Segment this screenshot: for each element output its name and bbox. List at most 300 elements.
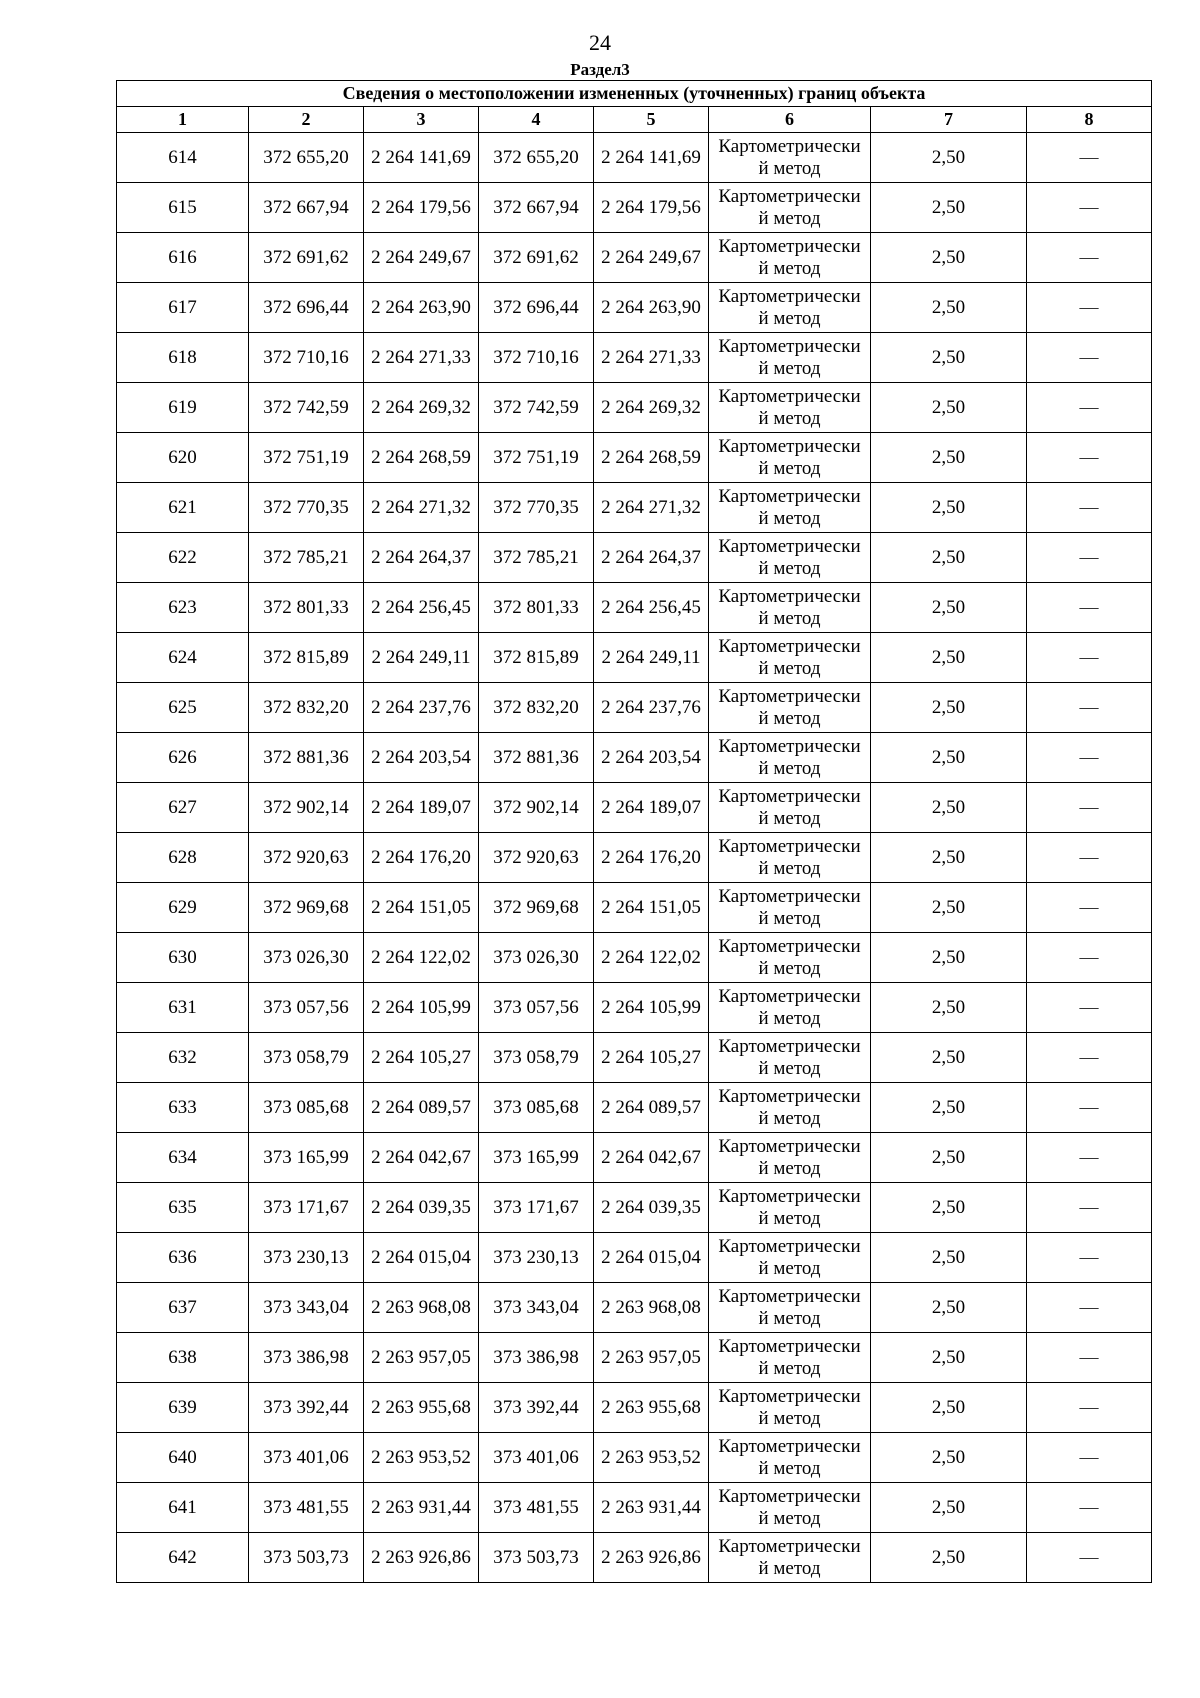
accuracy-cell: 2,50 xyxy=(871,1383,1027,1433)
description-cell: — xyxy=(1027,683,1152,733)
x-coordinate-cell: 372 691,62 xyxy=(249,233,364,283)
accuracy-cell: 2,50 xyxy=(871,1533,1027,1583)
accuracy-cell: 2,50 xyxy=(871,983,1027,1033)
method-cell xyxy=(709,1483,871,1533)
method-line-1: Картометрически xyxy=(718,1185,861,1207)
x-coordinate-cell: 373 503,73 xyxy=(479,1533,594,1583)
x-coordinate-cell: 372 881,36 xyxy=(249,733,364,783)
method-cell xyxy=(709,583,871,633)
x-coordinate-cell: 373 230,13 xyxy=(479,1233,594,1283)
accuracy-cell: 2,50 xyxy=(871,1033,1027,1083)
accuracy-cell: 2,50 xyxy=(871,533,1027,583)
method-line-2: й метод xyxy=(758,207,821,229)
x-coordinate-cell: 372 770,35 xyxy=(249,483,364,533)
description-cell: — xyxy=(1027,1433,1152,1483)
accuracy-cell: 2,50 xyxy=(871,1183,1027,1233)
table-row xyxy=(117,783,1152,833)
x-coordinate-cell: 373 503,73 xyxy=(249,1533,364,1583)
description-cell: — xyxy=(1027,1283,1152,1333)
accuracy-cell: 2,50 xyxy=(871,483,1027,533)
table-caption: Сведения о местоположении измененных (уточненных) границ объекта xyxy=(117,81,1152,107)
method-line-1: Картометрически xyxy=(718,185,861,207)
point-number-cell: 628 xyxy=(117,833,249,883)
method-line-1: Картометрически xyxy=(718,1085,861,1107)
point-number-cell: 616 xyxy=(117,233,249,283)
point-number-cell: 615 xyxy=(117,183,249,233)
accuracy-cell: 2,50 xyxy=(871,433,1027,483)
table-row xyxy=(117,1083,1152,1133)
method-line-2: й метод xyxy=(758,307,821,329)
y-coordinate-cell: 2 264 203,54 xyxy=(594,733,709,783)
method-line-2: й метод xyxy=(758,157,821,179)
y-coordinate-cell: 2 263 968,08 xyxy=(594,1283,709,1333)
table-row xyxy=(117,483,1152,533)
table-row xyxy=(117,433,1152,483)
method-line-2: й метод xyxy=(758,1507,821,1529)
method-line-2: й метод xyxy=(758,1207,821,1229)
method-line-1: Картометрически xyxy=(718,1385,861,1407)
description-cell: — xyxy=(1027,783,1152,833)
y-coordinate-cell: 2 263 957,05 xyxy=(364,1333,479,1383)
accuracy-cell: 2,50 xyxy=(871,1083,1027,1133)
method-line-1: Картометрически xyxy=(718,135,861,157)
accuracy-cell: 2,50 xyxy=(871,233,1027,283)
y-coordinate-cell: 2 264 249,67 xyxy=(364,233,479,283)
x-coordinate-cell: 372 920,63 xyxy=(249,833,364,883)
description-cell: — xyxy=(1027,583,1152,633)
method-cell xyxy=(709,1033,871,1083)
point-number-cell: 636 xyxy=(117,1233,249,1283)
point-number-cell: 641 xyxy=(117,1483,249,1533)
accuracy-cell: 2,50 xyxy=(871,333,1027,383)
method-line-1: Картометрически xyxy=(718,285,861,307)
accuracy-cell: 2,50 xyxy=(871,1333,1027,1383)
description-cell: — xyxy=(1027,333,1152,383)
description-cell: — xyxy=(1027,483,1152,533)
x-coordinate-cell: 372 902,14 xyxy=(249,783,364,833)
method-cell xyxy=(709,183,871,233)
description-cell: — xyxy=(1027,1533,1152,1583)
table-row xyxy=(117,1383,1152,1433)
method-line-2: й метод xyxy=(758,257,821,279)
y-coordinate-cell: 2 263 953,52 xyxy=(594,1433,709,1483)
x-coordinate-cell: 372 801,33 xyxy=(249,583,364,633)
method-line-2: й метод xyxy=(758,1257,821,1279)
method-cell xyxy=(709,983,871,1033)
page-number: 24 xyxy=(589,30,611,55)
y-coordinate-cell: 2 264 105,27 xyxy=(364,1033,479,1083)
x-coordinate-cell: 372 691,62 xyxy=(479,233,594,283)
x-coordinate-cell: 372 785,21 xyxy=(249,533,364,583)
x-coordinate-cell: 372 920,63 xyxy=(479,833,594,883)
y-coordinate-cell: 2 264 151,05 xyxy=(364,883,479,933)
description-cell: — xyxy=(1027,133,1152,183)
x-coordinate-cell: 373 481,55 xyxy=(479,1483,594,1533)
method-cell xyxy=(709,633,871,683)
accuracy-cell: 2,50 xyxy=(871,1133,1027,1183)
table-row xyxy=(117,983,1152,1033)
x-coordinate-cell: 372 902,14 xyxy=(479,783,594,833)
x-coordinate-cell: 373 085,68 xyxy=(249,1083,364,1133)
table-row xyxy=(117,683,1152,733)
accuracy-cell: 2,50 xyxy=(871,633,1027,683)
accuracy-cell: 2,50 xyxy=(871,883,1027,933)
point-number-cell: 638 xyxy=(117,1333,249,1383)
method-cell xyxy=(709,533,871,583)
method-line-1: Картометрически xyxy=(718,335,861,357)
x-coordinate-cell: 372 696,44 xyxy=(249,283,364,333)
accuracy-cell: 2,50 xyxy=(871,183,1027,233)
table-caption-row xyxy=(117,81,1152,107)
column-header: 5 xyxy=(594,107,709,133)
y-coordinate-cell: 2 264 271,32 xyxy=(594,483,709,533)
x-coordinate-cell: 372 815,89 xyxy=(249,633,364,683)
x-coordinate-cell: 373 058,79 xyxy=(249,1033,364,1083)
description-cell: — xyxy=(1027,1133,1152,1183)
column-header: 4 xyxy=(479,107,594,133)
y-coordinate-cell: 2 264 271,33 xyxy=(594,333,709,383)
x-coordinate-cell: 372 655,20 xyxy=(479,133,594,183)
method-line-2: й метод xyxy=(758,757,821,779)
point-number-cell: 626 xyxy=(117,733,249,783)
point-number-cell: 637 xyxy=(117,1283,249,1333)
method-line-1: Картометрически xyxy=(718,1485,861,1507)
method-cell xyxy=(709,683,871,733)
point-number-cell: 627 xyxy=(117,783,249,833)
y-coordinate-cell: 2 264 089,57 xyxy=(594,1083,709,1133)
x-coordinate-cell: 373 343,04 xyxy=(249,1283,364,1333)
y-coordinate-cell: 2 264 141,69 xyxy=(594,133,709,183)
accuracy-cell: 2,50 xyxy=(871,833,1027,883)
method-line-1: Картометрически xyxy=(718,1435,861,1457)
accuracy-cell: 2,50 xyxy=(871,1483,1027,1533)
point-number-cell: 632 xyxy=(117,1033,249,1083)
y-coordinate-cell: 2 264 105,99 xyxy=(594,983,709,1033)
method-line-2: й метод xyxy=(758,1457,821,1479)
y-coordinate-cell: 2 264 189,07 xyxy=(364,783,479,833)
accuracy-cell: 2,50 xyxy=(871,583,1027,633)
x-coordinate-cell: 372 751,19 xyxy=(249,433,364,483)
description-cell: — xyxy=(1027,983,1152,1033)
x-coordinate-cell: 372 710,16 xyxy=(249,333,364,383)
method-line-1: Картометрически xyxy=(718,685,861,707)
y-coordinate-cell: 2 263 955,68 xyxy=(594,1383,709,1433)
x-coordinate-cell: 372 696,44 xyxy=(479,283,594,333)
method-line-1: Картометрически xyxy=(718,1035,861,1057)
method-cell xyxy=(709,233,871,283)
y-coordinate-cell: 2 264 271,33 xyxy=(364,333,479,383)
y-coordinate-cell: 2 264 237,76 xyxy=(364,683,479,733)
method-line-2: й метод xyxy=(758,1557,821,1579)
method-line-2: й метод xyxy=(758,557,821,579)
method-line-2: й метод xyxy=(758,1407,821,1429)
point-number-cell: 623 xyxy=(117,583,249,633)
method-line-2: й метод xyxy=(758,857,821,879)
y-coordinate-cell: 2 264 264,37 xyxy=(594,533,709,583)
method-cell xyxy=(709,1083,871,1133)
description-cell: — xyxy=(1027,183,1152,233)
y-coordinate-cell: 2 264 268,59 xyxy=(594,433,709,483)
y-coordinate-cell: 2 263 968,08 xyxy=(364,1283,479,1333)
y-coordinate-cell: 2 264 176,20 xyxy=(364,833,479,883)
method-line-2: й метод xyxy=(758,707,821,729)
accuracy-cell: 2,50 xyxy=(871,683,1027,733)
method-line-1: Картометрически xyxy=(718,835,861,857)
method-line-2: й метод xyxy=(758,507,821,529)
method-cell xyxy=(709,833,871,883)
accuracy-cell: 2,50 xyxy=(871,783,1027,833)
method-cell xyxy=(709,283,871,333)
x-coordinate-cell: 373 230,13 xyxy=(249,1233,364,1283)
x-coordinate-cell: 373 386,98 xyxy=(249,1333,364,1383)
point-number-cell: 633 xyxy=(117,1083,249,1133)
column-header: 2 xyxy=(249,107,364,133)
description-cell: — xyxy=(1027,833,1152,883)
method-line-1: Картометрически xyxy=(718,785,861,807)
x-coordinate-cell: 373 401,06 xyxy=(249,1433,364,1483)
y-coordinate-cell: 2 263 953,52 xyxy=(364,1433,479,1483)
method-line-2: й метод xyxy=(758,1107,821,1129)
table-row xyxy=(117,883,1152,933)
x-coordinate-cell: 372 785,21 xyxy=(479,533,594,583)
accuracy-cell: 2,50 xyxy=(871,283,1027,333)
method-line-1: Картометрически xyxy=(718,985,861,1007)
table-row xyxy=(117,1283,1152,1333)
point-number-cell: 614 xyxy=(117,133,249,183)
coordinates-table xyxy=(116,80,1152,1583)
method-line-1: Картометрически xyxy=(718,235,861,257)
y-coordinate-cell: 2 263 957,05 xyxy=(594,1333,709,1383)
table-row xyxy=(117,1233,1152,1283)
y-coordinate-cell: 2 264 042,67 xyxy=(594,1133,709,1183)
y-coordinate-cell: 2 263 955,68 xyxy=(364,1383,479,1433)
table-row xyxy=(117,333,1152,383)
x-coordinate-cell: 373 171,67 xyxy=(249,1183,364,1233)
table-row xyxy=(117,583,1152,633)
description-cell: — xyxy=(1027,1083,1152,1133)
method-line-1: Картометрически xyxy=(718,1535,861,1557)
method-line-2: й метод xyxy=(758,657,821,679)
method-line-2: й метод xyxy=(758,1357,821,1379)
y-coordinate-cell: 2 264 271,32 xyxy=(364,483,479,533)
y-coordinate-cell: 2 264 122,02 xyxy=(594,933,709,983)
point-number-cell: 619 xyxy=(117,383,249,433)
section-title: Раздел3 xyxy=(570,60,630,79)
x-coordinate-cell: 372 655,20 xyxy=(249,133,364,183)
y-coordinate-cell: 2 264 042,67 xyxy=(364,1133,479,1183)
point-number-cell: 630 xyxy=(117,933,249,983)
x-coordinate-cell: 373 481,55 xyxy=(249,1483,364,1533)
method-cell xyxy=(709,1383,871,1433)
point-number-cell: 624 xyxy=(117,633,249,683)
table-row xyxy=(117,283,1152,333)
table-row xyxy=(117,1433,1152,1483)
description-cell: — xyxy=(1027,533,1152,583)
description-cell: — xyxy=(1027,1233,1152,1283)
accuracy-cell: 2,50 xyxy=(871,1283,1027,1333)
description-cell: — xyxy=(1027,883,1152,933)
table-row xyxy=(117,1333,1152,1383)
description-cell: — xyxy=(1027,1383,1152,1433)
x-coordinate-cell: 372 667,94 xyxy=(479,183,594,233)
x-coordinate-cell: 372 742,59 xyxy=(479,383,594,433)
x-coordinate-cell: 372 832,20 xyxy=(249,683,364,733)
point-number-cell: 622 xyxy=(117,533,249,583)
x-coordinate-cell: 373 165,99 xyxy=(249,1133,364,1183)
point-number-cell: 629 xyxy=(117,883,249,933)
description-cell: — xyxy=(1027,1333,1152,1383)
x-coordinate-cell: 373 343,04 xyxy=(479,1283,594,1333)
table-row xyxy=(117,233,1152,283)
y-coordinate-cell: 2 264 189,07 xyxy=(594,783,709,833)
method-line-1: Картометрически xyxy=(718,385,861,407)
column-header: 6 xyxy=(709,107,871,133)
table-row xyxy=(117,1483,1152,1533)
point-number-cell: 621 xyxy=(117,483,249,533)
table-row xyxy=(117,1533,1152,1583)
method-line-2: й метод xyxy=(758,457,821,479)
x-coordinate-cell: 372 742,59 xyxy=(249,383,364,433)
accuracy-cell: 2,50 xyxy=(871,933,1027,983)
method-line-1: Картометрически xyxy=(718,935,861,957)
method-line-1: Картометрически xyxy=(718,885,861,907)
method-line-1: Картометрически xyxy=(718,1335,861,1357)
column-header: 7 xyxy=(871,107,1027,133)
table-row xyxy=(117,933,1152,983)
point-number-cell: 620 xyxy=(117,433,249,483)
y-coordinate-cell: 2 264 039,35 xyxy=(594,1183,709,1233)
y-coordinate-cell: 2 264 249,11 xyxy=(364,633,479,683)
method-cell xyxy=(709,1433,871,1483)
y-coordinate-cell: 2 264 269,32 xyxy=(364,383,479,433)
method-line-1: Картометрически xyxy=(718,635,861,657)
description-cell: — xyxy=(1027,433,1152,483)
method-line-1: Картометрически xyxy=(718,1235,861,1257)
method-line-2: й метод xyxy=(758,1157,821,1179)
x-coordinate-cell: 372 815,89 xyxy=(479,633,594,683)
method-line-2: й метод xyxy=(758,607,821,629)
y-coordinate-cell: 2 264 268,59 xyxy=(364,433,479,483)
x-coordinate-cell: 373 085,68 xyxy=(479,1083,594,1133)
y-coordinate-cell: 2 264 249,11 xyxy=(594,633,709,683)
y-coordinate-cell: 2 263 926,86 xyxy=(364,1533,479,1583)
y-coordinate-cell: 2 264 105,27 xyxy=(594,1033,709,1083)
y-coordinate-cell: 2 263 931,44 xyxy=(364,1483,479,1533)
x-coordinate-cell: 373 165,99 xyxy=(479,1133,594,1183)
y-coordinate-cell: 2 264 105,99 xyxy=(364,983,479,1033)
x-coordinate-cell: 373 392,44 xyxy=(479,1383,594,1433)
column-header: 3 xyxy=(364,107,479,133)
description-cell: — xyxy=(1027,933,1152,983)
method-cell xyxy=(709,1183,871,1233)
x-coordinate-cell: 373 392,44 xyxy=(249,1383,364,1433)
column-header: 1 xyxy=(117,107,249,133)
method-line-2: й метод xyxy=(758,407,821,429)
method-line-2: й метод xyxy=(758,807,821,829)
y-coordinate-cell: 2 264 141,69 xyxy=(364,133,479,183)
method-line-1: Картометрически xyxy=(718,435,861,457)
description-cell: — xyxy=(1027,1183,1152,1233)
method-cell xyxy=(709,383,871,433)
accuracy-cell: 2,50 xyxy=(871,1233,1027,1283)
x-coordinate-cell: 372 881,36 xyxy=(479,733,594,783)
y-coordinate-cell: 2 264 249,67 xyxy=(594,233,709,283)
method-cell xyxy=(709,1333,871,1383)
y-coordinate-cell: 2 264 151,05 xyxy=(594,883,709,933)
x-coordinate-cell: 372 801,33 xyxy=(479,583,594,633)
method-cell xyxy=(709,933,871,983)
x-coordinate-cell: 373 026,30 xyxy=(479,933,594,983)
table-row xyxy=(117,533,1152,583)
point-number-cell: 631 xyxy=(117,983,249,1033)
method-line-2: й метод xyxy=(758,907,821,929)
method-cell xyxy=(709,733,871,783)
method-line-1: Картометрически xyxy=(718,535,861,557)
y-coordinate-cell: 2 264 039,35 xyxy=(364,1183,479,1233)
y-coordinate-cell: 2 264 203,54 xyxy=(364,733,479,783)
y-coordinate-cell: 2 263 931,44 xyxy=(594,1483,709,1533)
description-cell: — xyxy=(1027,633,1152,683)
x-coordinate-cell: 372 770,35 xyxy=(479,483,594,533)
y-coordinate-cell: 2 264 263,90 xyxy=(364,283,479,333)
point-number-cell: 639 xyxy=(117,1383,249,1433)
x-coordinate-cell: 373 057,56 xyxy=(249,983,364,1033)
table-header-row xyxy=(117,107,1152,133)
y-coordinate-cell: 2 264 122,02 xyxy=(364,933,479,983)
table-row xyxy=(117,183,1152,233)
y-coordinate-cell: 2 264 269,32 xyxy=(594,383,709,433)
accuracy-cell: 2,50 xyxy=(871,133,1027,183)
table-row xyxy=(117,1033,1152,1083)
y-coordinate-cell: 2 264 015,04 xyxy=(364,1233,479,1283)
table-row xyxy=(117,1183,1152,1233)
method-line-1: Картометрически xyxy=(718,585,861,607)
accuracy-cell: 2,50 xyxy=(871,1433,1027,1483)
method-cell xyxy=(709,1283,871,1333)
method-cell xyxy=(709,1133,871,1183)
point-number-cell: 625 xyxy=(117,683,249,733)
point-number-cell: 635 xyxy=(117,1183,249,1233)
x-coordinate-cell: 372 710,16 xyxy=(479,333,594,383)
description-cell: — xyxy=(1027,283,1152,333)
table-row xyxy=(117,383,1152,433)
description-cell: — xyxy=(1027,733,1152,783)
y-coordinate-cell: 2 264 237,76 xyxy=(594,683,709,733)
column-header: 8 xyxy=(1027,107,1152,133)
description-cell: — xyxy=(1027,233,1152,283)
method-line-2: й метод xyxy=(758,357,821,379)
description-cell: — xyxy=(1027,1033,1152,1083)
point-number-cell: 640 xyxy=(117,1433,249,1483)
y-coordinate-cell: 2 264 176,20 xyxy=(594,833,709,883)
accuracy-cell: 2,50 xyxy=(871,733,1027,783)
y-coordinate-cell: 2 264 089,57 xyxy=(364,1083,479,1133)
x-coordinate-cell: 373 058,79 xyxy=(479,1033,594,1083)
x-coordinate-cell: 372 751,19 xyxy=(479,433,594,483)
method-cell xyxy=(709,883,871,933)
y-coordinate-cell: 2 263 926,86 xyxy=(594,1533,709,1583)
method-line-2: й метод xyxy=(758,1307,821,1329)
x-coordinate-cell: 373 171,67 xyxy=(479,1183,594,1233)
method-line-2: й метод xyxy=(758,1007,821,1029)
description-cell: — xyxy=(1027,383,1152,433)
table-row xyxy=(117,133,1152,183)
table-row xyxy=(117,633,1152,683)
x-coordinate-cell: 372 969,68 xyxy=(249,883,364,933)
method-cell xyxy=(709,783,871,833)
x-coordinate-cell: 373 026,30 xyxy=(249,933,364,983)
method-line-1: Картометрически xyxy=(718,1285,861,1307)
